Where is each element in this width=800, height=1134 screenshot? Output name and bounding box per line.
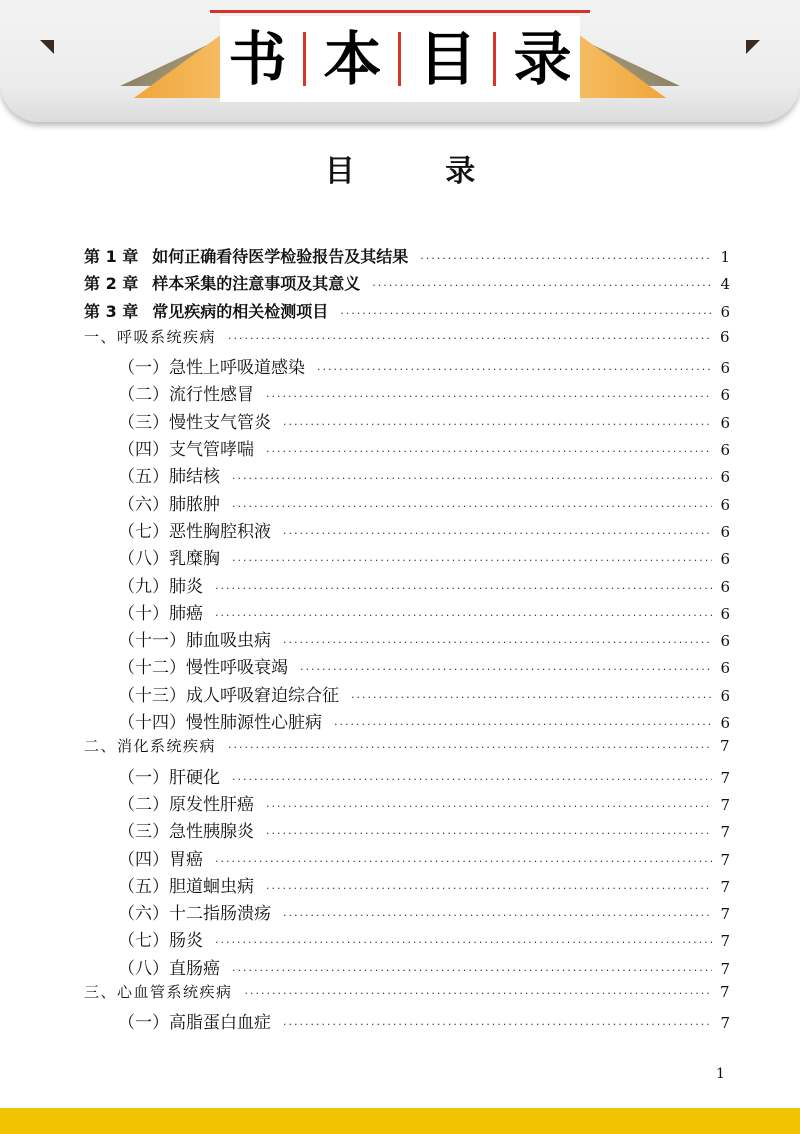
banner-title (220, 18, 580, 100)
banner-char: 本 (323, 25, 382, 93)
toc-section-row[interactable] (84, 735, 730, 762)
page-ref: 7 (720, 850, 730, 869)
chapter-number: 第 3 章 (84, 301, 139, 321)
page-ref: 7 (720, 737, 732, 756)
toc-item-row[interactable] (84, 353, 730, 380)
item-label: （九）肺炎 (118, 576, 203, 597)
leader-dots (266, 800, 712, 813)
page-ref: 7 (720, 1014, 730, 1033)
page-title: 目 录 (324, 154, 516, 189)
page-ref: 6 (720, 550, 730, 569)
item-label: （一）肝硬化 (118, 767, 220, 788)
leader-dots (283, 418, 712, 431)
chapter-title: 常见疾病的相关检测项目 (152, 301, 329, 321)
item-label: （一）急性上呼吸道感染 (118, 358, 305, 379)
page-ref: 6 (720, 632, 730, 651)
page-ref: 7 (720, 932, 730, 951)
header-banner (0, 0, 800, 122)
chapter-number: 第 2 章 (84, 274, 139, 294)
item-label: （三）慢性支气管炎 (118, 412, 271, 433)
toc-item-row[interactable] (84, 899, 730, 926)
leader-dots (283, 1018, 712, 1031)
toc-item-row[interactable] (84, 790, 730, 817)
leader-dots (215, 855, 712, 868)
banner-ribbon-right (746, 40, 760, 54)
banner-separator (303, 32, 306, 86)
toc-section-row[interactable] (84, 981, 730, 1008)
page-ref: 6 (720, 577, 730, 596)
banner-separator (493, 32, 496, 86)
item-label: （四）支气管哮喘 (118, 440, 254, 461)
item-label: （三）急性胰腺炎 (118, 822, 254, 843)
chapter-title: 如何正确看待医学检验报告及其结果 (152, 247, 409, 266)
toc-sections (84, 326, 730, 1036)
item-label: （五）胆道蛔虫病 (118, 876, 254, 897)
page-ref: 7 (720, 983, 732, 1002)
page-ref: 6 (720, 386, 730, 405)
leader-dots (228, 741, 712, 754)
toc-item-row[interactable] (84, 599, 730, 626)
page-ref: 6 (720, 659, 730, 678)
leader-dots (228, 332, 712, 345)
leader-dots (317, 363, 712, 376)
section-title: 三、心血管系统疾病 (84, 983, 233, 1002)
toc-item-row[interactable] (84, 681, 730, 708)
page-ref: 6 (720, 604, 730, 623)
leader-dots (215, 936, 712, 949)
toc-item-row[interactable] (84, 653, 730, 680)
toc-item-row[interactable] (84, 872, 730, 899)
toc-item-row[interactable] (84, 490, 730, 517)
toc-item-row[interactable] (84, 845, 730, 872)
page-ref: 7 (720, 877, 730, 896)
page-ref: 6 (720, 413, 730, 432)
leader-dots (334, 718, 712, 731)
page-ref: 6 (720, 302, 730, 321)
bottom-bar (0, 1108, 800, 1134)
page-ref: 6 (720, 714, 730, 733)
page-ref: 6 (720, 441, 730, 460)
item-label: （一）高脂蛋白血症 (118, 1013, 271, 1034)
toc-item-row[interactable] (84, 954, 730, 981)
leader-dots (215, 582, 712, 595)
leader-dots (351, 691, 712, 704)
leader-dots (283, 636, 712, 649)
page-ref: 7 (720, 768, 730, 787)
leader-dots (372, 279, 712, 292)
page-ref: 7 (720, 823, 730, 842)
table-of-contents (84, 244, 730, 1036)
toc-item-row[interactable] (84, 626, 730, 653)
page-number: 1 (716, 1066, 725, 1082)
chapter-number: 第 1 章 (84, 247, 139, 266)
item-label: （十四）慢性肺源性心脏病 (118, 713, 322, 734)
toc-item-row[interactable] (84, 380, 730, 407)
leader-dots (232, 500, 712, 513)
leader-dots (215, 609, 712, 622)
page-ref: 7 (720, 959, 730, 978)
item-label: （八）直肠癌 (118, 958, 220, 979)
banner-separator (398, 32, 401, 86)
page-ref: 6 (720, 468, 730, 487)
chapter-title: 样本采集的注意事项及其意义 (152, 274, 361, 294)
section-title: 一、呼吸系统疾病 (84, 327, 217, 346)
leader-dots (300, 663, 712, 676)
item-label: （十三）成人呼吸窘迫综合征 (118, 685, 339, 706)
banner-char: 书 (228, 25, 287, 93)
banner-red-line (210, 10, 590, 13)
leader-dots (283, 527, 712, 540)
page-ref: 6 (720, 686, 730, 705)
page-ref: 7 (720, 905, 730, 924)
item-label: （六）肺脓肿 (118, 494, 220, 515)
page-ref: 6 (720, 327, 732, 346)
toc-item-row[interactable] (84, 817, 730, 844)
toc-chapter-row[interactable] (84, 299, 730, 326)
item-label: （八）乳糜胸 (118, 549, 220, 570)
page-ref: 6 (720, 495, 730, 514)
toc-item-row[interactable] (84, 462, 730, 489)
toc-item-row[interactable] (84, 544, 730, 571)
leader-dots (266, 445, 712, 458)
leader-dots (283, 909, 712, 922)
toc-item-row[interactable] (84, 926, 730, 953)
leader-dots (340, 307, 712, 320)
leader-dots (232, 773, 712, 786)
banner-char: 目 (418, 25, 477, 93)
toc-item-row[interactable] (84, 408, 730, 435)
item-label: （六）十二指肠溃疡 (118, 904, 271, 925)
page-ref: 4 (720, 275, 730, 294)
leader-dots (232, 964, 712, 977)
item-label: （二）原发性肝癌 (118, 794, 254, 815)
page-ref: 1 (720, 248, 730, 266)
item-label: （五）肺结核 (118, 467, 220, 488)
leader-dots (266, 882, 712, 895)
page-ref: 6 (720, 522, 730, 541)
item-label: （二）流行性感冒 (118, 385, 254, 406)
toc-chapter-row[interactable] (84, 271, 730, 298)
leader-dots (232, 554, 712, 567)
toc-item-row[interactable] (84, 517, 730, 544)
item-label: （十一）肺血吸虫病 (118, 631, 271, 652)
toc-item-row[interactable] (84, 708, 730, 735)
item-label: （七）恶性胸腔积液 (118, 521, 271, 542)
item-label: （十）肺癌 (118, 603, 203, 624)
item-label: （七）肠炎 (118, 931, 203, 952)
toc-chapter-row[interactable] (84, 244, 730, 271)
leader-dots (420, 252, 712, 265)
item-label: （十二）慢性呼吸衰竭 (118, 658, 288, 679)
item-label: （四）胃癌 (118, 849, 203, 870)
leader-dots (232, 472, 712, 485)
leader-dots (245, 987, 712, 1000)
leader-dots (266, 390, 712, 403)
toc-item-row[interactable] (84, 1008, 730, 1035)
banner-char: 录 (513, 25, 572, 93)
toc-item-row[interactable] (84, 763, 730, 790)
leader-dots (266, 827, 712, 840)
toc-item-row[interactable] (84, 435, 730, 462)
section-title: 二、消化系统疾病 (84, 737, 217, 756)
banner-ribbon-left (40, 40, 54, 54)
toc-item-row[interactable] (84, 572, 730, 599)
page-ref: 7 (720, 795, 730, 814)
toc-section-row[interactable] (84, 326, 730, 353)
page-ref: 6 (720, 359, 730, 378)
